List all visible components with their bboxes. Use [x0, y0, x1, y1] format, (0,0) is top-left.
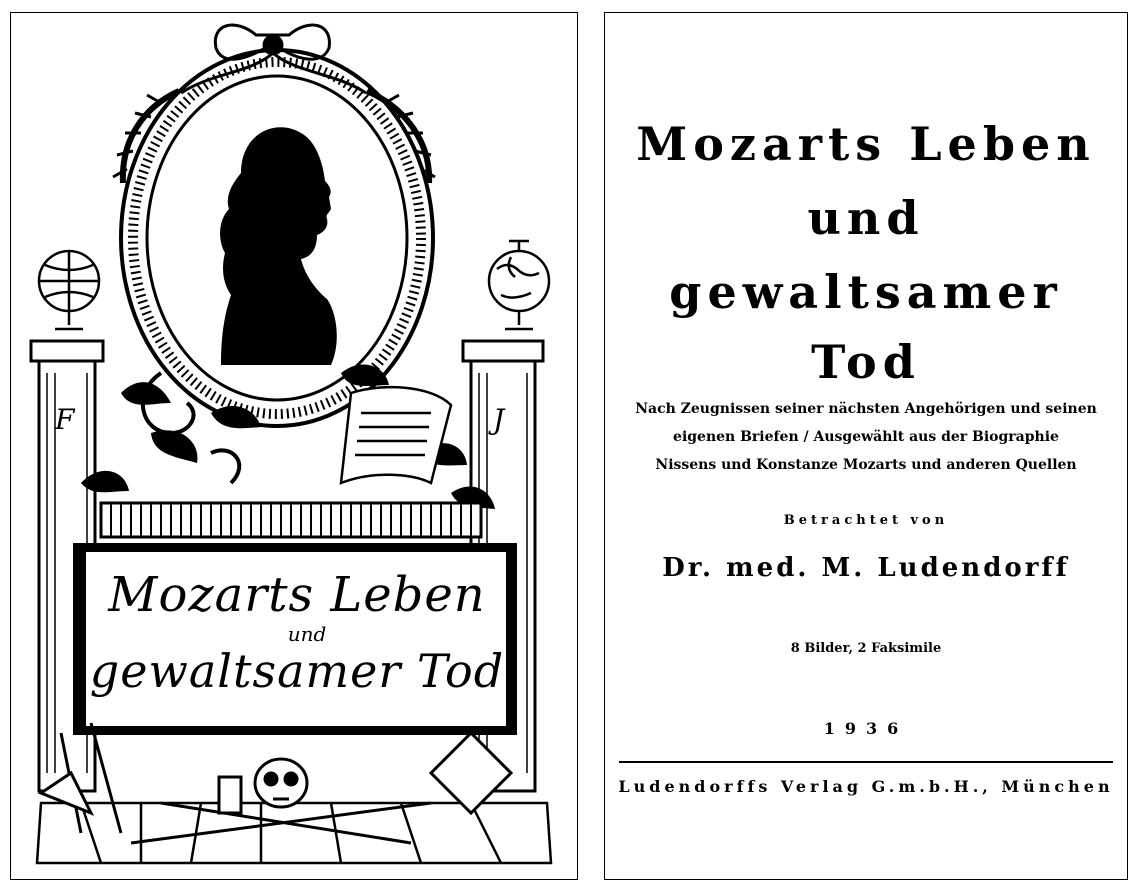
- pillar-left-letter: F: [55, 403, 75, 436]
- panel-title-line2: gewaltsamer Tod: [89, 644, 505, 698]
- title-page: [604, 12, 1128, 880]
- title-line3: gewaltsamer: [669, 265, 1063, 319]
- subtitle-line2: eigenen Briefen / Ausgewählt aus der Biographie: [673, 429, 1059, 445]
- subtitle-line3: Nissens und Konstanze Mozarts und anderen Quellen: [655, 457, 1077, 473]
- publication-year: 1936: [823, 719, 909, 738]
- subtitle-line1: Nach Zeugnissen seiner nächsten Angehörigen und seinen: [635, 401, 1097, 417]
- publisher-divider: [619, 761, 1113, 763]
- author-name: Dr. med. M. Ludendorff: [662, 553, 1070, 583]
- illustrations-note: 8 Bilder, 2 Faksimile: [790, 641, 942, 656]
- frontispiece-page: [10, 12, 578, 880]
- frontispiece-title-panel: [89, 553, 505, 723]
- title-line2: und: [807, 191, 925, 245]
- panel-title-line1: Mozarts Leben: [108, 567, 486, 623]
- title-line1: Mozarts Leben: [636, 117, 1096, 171]
- viewed-by-label: Betrachtet von: [783, 513, 949, 528]
- panel-title-und: und: [287, 622, 327, 646]
- title-line4: Tod: [811, 335, 921, 389]
- pillar-right-letter: J: [493, 403, 505, 436]
- publisher-imprint: Ludendorffs Verlag G.m.b.H., München: [618, 777, 1114, 796]
- frontispiece-engraving: [11, 13, 577, 879]
